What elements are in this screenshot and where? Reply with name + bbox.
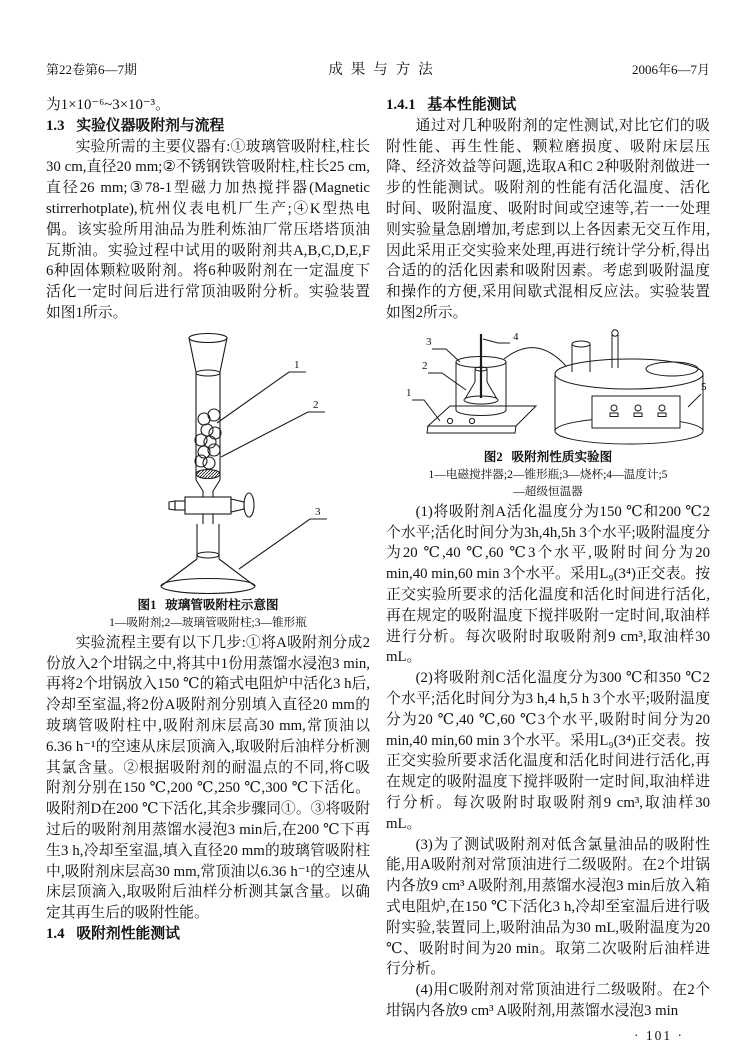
- header-date: 2006年6—7月: [631, 62, 710, 77]
- figure2-label-1: 1: [406, 386, 412, 399]
- two-column-body: [46, 95, 710, 1042]
- section-heading-1-4-1: [386, 95, 710, 116]
- section-title: 实验仪器吸附剂与流程: [76, 117, 225, 134]
- figure2-label-3: 3: [426, 335, 432, 348]
- figure2-number: 图2: [483, 449, 503, 464]
- right-column: [386, 95, 710, 1042]
- section-heading-1-3: [46, 116, 370, 137]
- test-step-2-paragraph: (2)将吸附剂C活化温度分为300 ℃和350 ℃2个水平;活化时间分为3 h,4 h,5 h 3个水平;吸附温度分为20 ℃,40 ℃,60 ℃3个水平,吸附时间分为20 min,40 min,60 min 3个水平。采用L₉(3⁴)正交表。按正交实验所要求活化温度和活化时间进行活化,再在规定的吸附温度下搅拌吸附一定时间,取油样进行分析。每次吸附时取吸附剂9 cm³,取油样30 mL。: [386, 670, 710, 832]
- carryover-sentence: 为1×10⁻⁶~3×10⁻³。: [46, 97, 170, 113]
- figure1-label-2: 2: [313, 398, 319, 411]
- figure-2: [386, 328, 710, 500]
- section-title: 吸附剂性能测试: [76, 925, 180, 942]
- section-number: 1.4.1: [386, 97, 416, 113]
- performance-test-paragraph: 通过对几种吸附剂的定性测试,对比它们的吸附性能、再生性能、颗粒磨损度、吸附床层压降、经济效益等问题,选取A和C 2种吸附剂做进一步的性能测试。吸附剂的性能有活化温度、活化时间、吸附温度、吸附时间或空速等,若一一处理则实验量急剧增加,考虑到以上各因素无交互作用,因此采用正交实验来处理,再进行统计学分析,得出合适的的活化因素和吸附因素。考虑到吸附温度和操作的方便,采用间歇式混相反应法。实验装置如图2所示。: [386, 117, 710, 321]
- page-number: · 101 ·: [634, 1027, 684, 1042]
- page-header: [46, 58, 710, 79]
- section-number: 1.3: [46, 117, 65, 134]
- figure2-label-4: 4: [513, 330, 519, 343]
- procedure-paragraph: 实验流程主要有以下几步:①将A吸附剂分成2份放入2个坩锅之中,将其中1份用蒸馏水浸泡3 min,再将2个坩锅放入150 ℃的箱式电阻炉中活化3 h后,冷却至室温,将2份A吸附剂分别填入直径20 mm的玻璃管吸附柱中,吸附剂床层高30 mm,常顶油以6.36 h⁻¹的空速从床层顶滴入,取吸附后油样分析测其氯含量。②根据吸附剂的耐温点的不同,将C吸附剂分别在150 ℃,200 ℃,250 ℃,300 ℃下活化。吸附剂D在200 ℃下活化,其余步骤同①。③将吸附过后的吸附剂用蒸馏水浸泡3 min后,在200 ℃下再生3 h,冷却至室温,填入直径20 mm的玻璃管吸附柱中,吸附剂床层高30 mm,常顶油以6.36 h⁻¹的空速从床层顶滴入,取吸附后油样分析测其氯含量。以确定其再生后的吸附性能。: [46, 634, 370, 922]
- figure2-label-5: 5: [701, 380, 707, 393]
- section-title: 基本性能测试: [427, 97, 517, 113]
- section-heading-1-4: [46, 924, 370, 945]
- header-journal-section: 成果与方法: [328, 62, 441, 78]
- figure2-caption: [386, 448, 710, 466]
- figure-1: [46, 328, 370, 631]
- section-number: 1.4: [46, 925, 65, 942]
- left-column: [46, 95, 370, 1042]
- figure2-legend: 1—电磁搅拌器;2—锥形瓶;3—烧杯;4—温度计;5—超级恒温器: [428, 467, 668, 498]
- figure2-label-2: 2: [422, 359, 428, 372]
- figure2-title: 吸附剂性质实验图: [511, 449, 613, 464]
- figure1-title: 玻璃管吸附柱示意图: [165, 597, 279, 612]
- glass-column-diagram: [58, 328, 358, 594]
- test-step-4-paragraph: (4)用C吸附剂对常顶油进行二级吸附。在2个坩锅内各放9 cm³ A吸附剂,用蒸馏水浸泡3 min: [386, 982, 710, 1019]
- property-test-apparatus-diagram: [386, 328, 710, 446]
- test-step-3-paragraph: (3)为了测试吸附剂对低含氯量油品的吸附性能,用A吸附剂对常顶油进行二级吸附。在2个坩锅内各放9 cm³ A吸附剂,用蒸馏水浸泡3 min后放入箱式电阻炉,在150 ℃下活化3 h,冷却至室温后进行吸附实验,装置同上,吸附油品为30 mL,吸附温度为20 ℃、吸附时间为20 min。取第二次吸附后油样进行分析。: [386, 836, 710, 978]
- figure1-label-1: 1: [294, 358, 300, 371]
- figure1-label-3: 3: [315, 505, 321, 518]
- figure1-number: 图1: [137, 597, 157, 612]
- figure1-caption: [46, 596, 370, 614]
- instruments-paragraph: 实验所需的主要仪器有:①玻璃管吸附柱,柱长30 cm,直径20 mm;②不锈钢铁管吸附柱,柱长25 cm,直径26 mm;③78-1型磁力加热搅拌器(Magnetic stirrerhotplate),杭州仪表电机厂生产;④K型热电偶。该实验所用油品为胜利炼油厂常压塔塔顶油瓦斯油。实验过程中试用的吸附剂共A,B,C,D,E,F 6种固体颗粒吸附剂。将6种吸附剂在一定温度下活化一定时间后进行常顶油吸附分析。实验装置如图1所示。: [46, 138, 370, 321]
- figure1-legend: 1—吸附剂;2—玻璃管吸附柱;3—锥形瓶: [109, 615, 307, 629]
- header-volume-issue: 第22卷第6—7期: [46, 62, 138, 77]
- test-step-1-paragraph: (1)将吸附剂A活化温度分为150 ℃和200 ℃2个水平;活化时间分为3h,4h,5h 3个水平;吸附温度分为20 ℃,40 ℃,60 ℃3个水平,吸附时间分为20 min,40 min,60 min 3个水平。采用L₉(3⁴)正交表。按正交实验所要求的活化温度和活化时间进行活化,再在规定的吸附温度下搅拌吸附一定时间,取油样进行分析。每次吸附时取吸附剂9 cm³,取油样30 mL。: [386, 503, 710, 666]
